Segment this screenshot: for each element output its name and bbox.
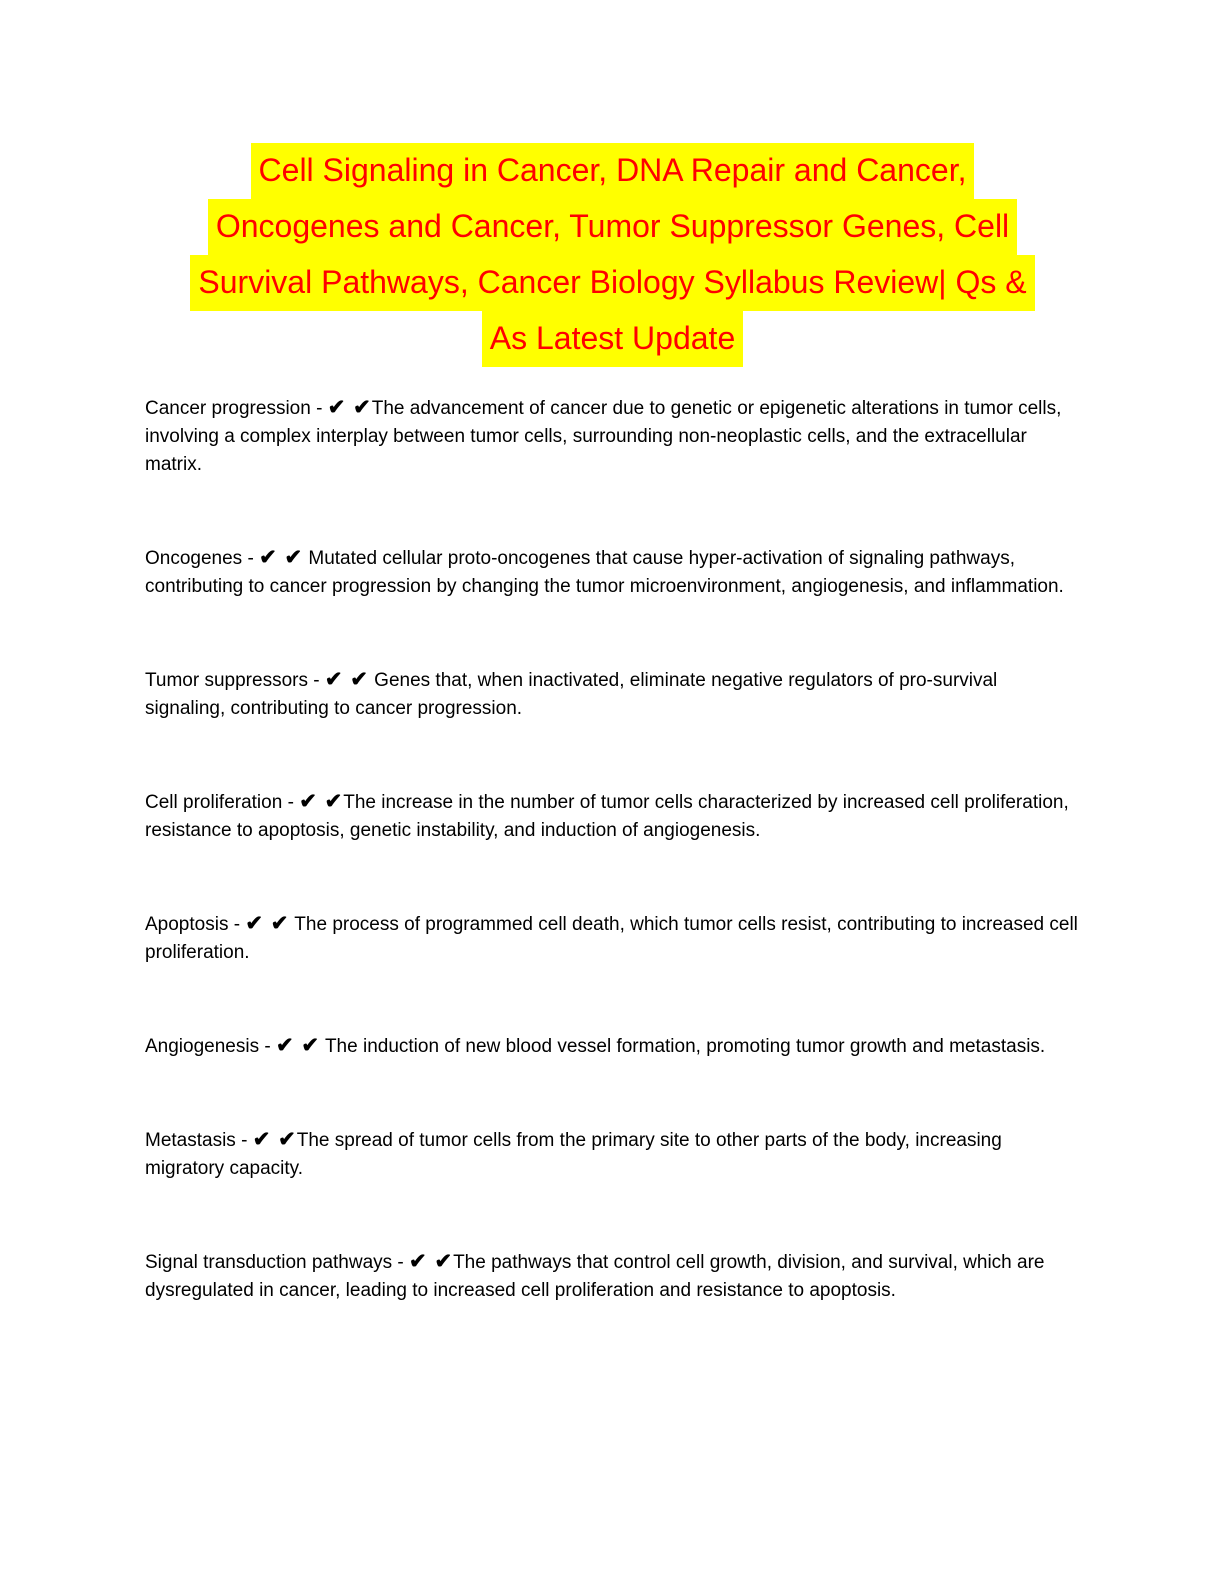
checkmark-icons: ✔ ✔ <box>324 668 369 691</box>
definition-text: Genes that, when inactivated, eliminate negative regulators of pro-survival signaling, contributing to cancer progression. <box>145 670 998 719</box>
term-separator: - <box>259 1036 276 1057</box>
glossary-entry <box>145 1032 1080 1061</box>
definition-text: The pathways that control cell growth, division, and survival, which are dysregulated in cancer, leading to increased cell proliferation and resistance to apoptosis. <box>145 1252 1045 1301</box>
title-line-3 <box>145 255 1080 311</box>
term-separator: - <box>307 670 325 691</box>
term-label: Oncogenes <box>145 548 243 569</box>
title-line-2 <box>145 199 1080 255</box>
definition-text: The spread of tumor cells from the primary site to other parts of the body, increasing migratory capacity. <box>145 1130 1002 1179</box>
checkmark-icons: ✔ ✔ <box>245 912 290 935</box>
glossary-entry <box>145 1248 1080 1305</box>
definition-text: Mutated cellular proto-oncogenes that cause hyper-activation of signaling pathways, contributing to cancer progression by changing the tumor microenvironment, angiogenesis, and inflammation. <box>145 548 1064 597</box>
definition-text: The induction of new blood vessel formation, promoting tumor growth and metastasis. <box>320 1036 1046 1057</box>
glossary-entry <box>145 910 1080 967</box>
title-line-4 <box>145 311 1080 367</box>
title-highlight-text: As Latest Update <box>482 311 743 367</box>
term-label: Metastasis <box>145 1130 236 1151</box>
definition-text: The advancement of cancer due to genetic or epigenetic alterations in tumor cells, involving a complex interplay between tumor cells, surrounding non-neoplastic cells, and the extracellular matrix. <box>145 398 1062 475</box>
term-label: Tumor suppressors <box>145 670 308 691</box>
title-highlight-text: Oncogenes and Cancer, Tumor Suppressor Genes, Cell <box>208 199 1017 255</box>
term-label: Apoptosis <box>145 914 229 935</box>
checkmark-icons: ✔ ✔ <box>327 396 372 419</box>
term-separator: - <box>242 548 260 569</box>
page-title <box>145 143 1080 367</box>
term-label: Cell proliferation <box>145 792 283 813</box>
term-separator: - <box>235 1130 253 1151</box>
definition-text: The process of programmed cell death, which tumor cells resist, contributing to increased cell proliferation. <box>145 914 1078 963</box>
title-highlight-text: Survival Pathways, Cancer Biology Syllabus Review| Qs & <box>190 255 1034 311</box>
checkmark-icons: ✔ ✔ <box>252 1128 297 1151</box>
title-line-1 <box>145 143 1080 199</box>
checkmark-icons: ✔ ✔ <box>275 1034 321 1057</box>
term-separator: - <box>228 914 246 935</box>
term-label: Angiogenesis <box>145 1036 260 1057</box>
definition-text: The increase in the number of tumor cells characterized by increased cell proliferation, resistance to apoptosis, genetic instability, and induction of angiogenesis. <box>145 792 1069 841</box>
checkmark-icons: ✔ ✔ <box>409 1250 454 1273</box>
checkmark-icons: ✔ ✔ <box>299 790 344 813</box>
glossary-entry <box>145 544 1080 601</box>
title-highlight-text: Cell Signaling in Cancer, DNA Repair and Cancer, <box>251 143 975 199</box>
checkmark-icons: ✔ ✔ <box>259 546 304 569</box>
term-separator: - <box>310 398 328 419</box>
term-label: Signal transduction pathways <box>145 1252 393 1273</box>
term-separator: - <box>392 1252 410 1273</box>
glossary-entry <box>145 1126 1080 1183</box>
glossary-entry <box>145 666 1080 723</box>
glossary-entry <box>145 788 1080 845</box>
term-label: Cancer progression <box>145 398 311 419</box>
glossary-entry <box>145 394 1080 479</box>
term-separator: - <box>282 792 300 813</box>
